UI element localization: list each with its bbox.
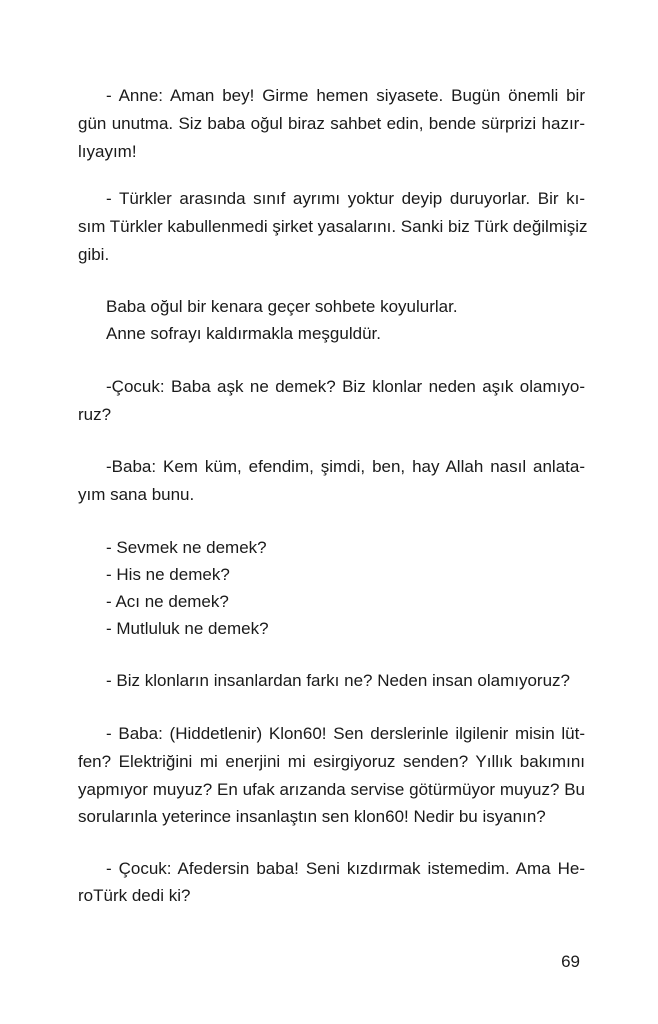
text-line: sım Türkler kabullenmedi şirket yasalarını. Sanki biz Türk değilmişiz: [78, 217, 588, 236]
text-line: - Türkler arasında sınıf ayrımı yoktur deyip duruyorlar. Bir kı-: [106, 189, 585, 208]
text-line: Anne sofrayı kaldırmakla meşguldür.: [106, 324, 381, 343]
text-line: -Baba: Kem küm, efendim, şimdi, ben, hay Allah nasıl anlata-: [106, 457, 585, 476]
text-line: yapmıyor muyuz? En ufak arızanda servise götürmüyor muyuz? Bu: [78, 780, 585, 799]
page-number: 69: [561, 952, 580, 971]
text-line: - Sevmek ne demek?: [106, 538, 267, 557]
text-line: - Anne: Aman bey! Girme hemen siyasete. Bugün önemli bir: [106, 86, 585, 105]
text-line: lıyayım!: [78, 142, 137, 161]
text-line: gibi.: [78, 245, 110, 264]
text-line: Baba oğul bir kenara geçer sohbete koyulurlar.: [106, 297, 458, 316]
text-line: yım sana bunu.: [78, 485, 195, 504]
text-line: - Baba: (Hiddetlenir) Klon60! Sen derslerinle ilgilenir misin lüt-: [106, 724, 585, 743]
text-line: ruz?: [78, 405, 112, 424]
text-line: - Mutluluk ne demek?: [106, 619, 269, 638]
text-line: - Acı ne demek?: [106, 592, 229, 611]
text-line: - His ne demek?: [106, 565, 230, 584]
text-line: roTürk dedi ki?: [78, 886, 191, 905]
text-line: -Çocuk: Baba aşk ne demek? Biz klonlar neden aşık olamıyo-: [106, 377, 585, 396]
text-line: fen? Elektriğini mi enerjini mi esirgiyoruz senden? Yıllık bakımını: [78, 752, 585, 771]
text-line: - Biz klonların insanlardan farkı ne? Neden insan olamıyoruz?: [106, 671, 570, 690]
text-line: sorularınla yeterince insanlaştın sen klon60! Nedir bu isyanın?: [78, 807, 546, 826]
text-line: gün unutma. Siz baba oğul biraz sahbet edin, bende sürprizi hazır-: [78, 114, 585, 133]
text-line: - Çocuk: Afedersin baba! Seni kızdırmak istemedim. Ama He-: [106, 859, 585, 878]
